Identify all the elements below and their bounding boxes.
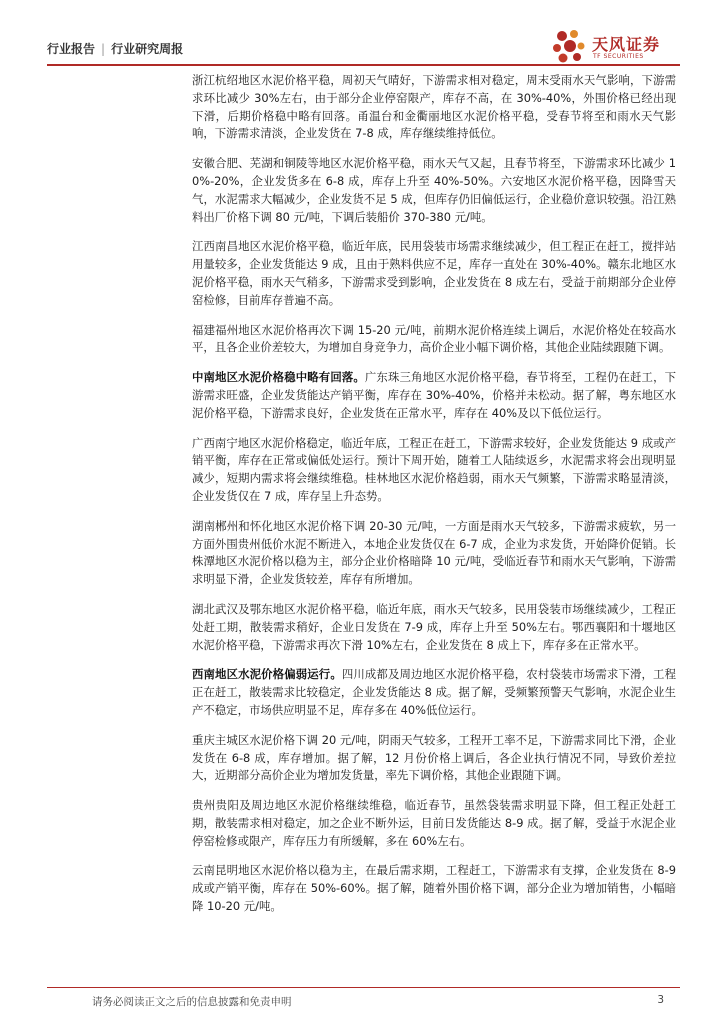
report-header xyxy=(47,40,183,57)
report-body xyxy=(192,72,676,928)
paragraph-text: 湖南郴州和怀化地区水泥价格下调 20-30 元/吨，一方面是雨水天气较多，下游需求疲软，另一方面外围贵州低价水泥不断进入，本地企业发货仅在 6-7 成，企业为求发货，开始降价促销。长株潭地区水泥价格以稳为主，部分企业价格暗降 10 元/吨，受临近春节和雨水天气影响，下游需求明显下滑，企业发货较差，库存有所增加。 xyxy=(192,518,676,587)
paragraph-text: 江西南昌地区水泥价格平稳，临近年底，民用袋装市场需求继续减少，但工程正在赶工，搅拌站用量较多，企业发货能达 9 成，且由于熟料供应不足，库存一直处在 30%-40%。赣东北地区水泥价格平稳，雨水天气稍多，下游需求受到影响，企业发货在 8 成左右，受益于前期部分企业停窑检修，目前库存普遍不高。 xyxy=(192,239,676,307)
logo-name-en: TF SECURITIES xyxy=(593,53,644,60)
body-paragraph xyxy=(192,601,676,654)
paragraph-text: 贵州贵阳及周边地区水泥价格继续维稳，临近春节，虽然袋装需求明显下降，但工程正处赶工期，散装需求相对稳定，加之企业不断外运，目前日发货能达 8-9 成。据了解，受益于水泥企业停窑检修或限产，库存压力有所缓解，多在 60%左右。 xyxy=(192,798,676,848)
header-separator: | xyxy=(101,42,106,56)
report-type: 行业报告 xyxy=(47,42,96,56)
logo-name-cn: 天风证券 xyxy=(592,35,661,54)
body-paragraph xyxy=(192,322,676,358)
paragraph-text: 湖北武汉及鄂东地区水泥价格平稳，临近年底，雨水天气较多，民用袋装市场继续减少，工程正处赶工期，散装需求稍好，企业日发货在 7-9 成，库存上升至 50%左右。鄂西襄阳和十堰地区水泥价格平稳，下游需求再次下滑 10%左右，企业发货在 8 成上下，库存多在正常水平。 xyxy=(192,601,676,652)
paragraph-text: 广东珠三角地区水泥价格平稳，春节将至，工程仍在赶工，下游需求旺盛，企业发货能达产销平衡，库存在 30%-40%，价格并未松动。据了解，粤东地区水泥价格平稳，下游需求良好，企业发货在正常水平，库存在 40%及以下低位运行。 xyxy=(192,370,676,420)
body-paragraph xyxy=(192,238,676,309)
header-divider xyxy=(47,64,680,66)
body-paragraph xyxy=(192,155,676,226)
paragraph-lead: 西南地区水泥价格偏弱运行。 xyxy=(192,667,342,682)
body-paragraph xyxy=(192,72,676,143)
body-paragraph xyxy=(192,369,676,422)
paragraph-text: 安徽合肥、芜湖和铜陵等地区水泥价格平稳，雨水天气又起，且春节将至，下游需求环比减少 10%-20%，企业发货多在 6-8 成，库存上升至 40%-50%。六安地区水泥价格平稳，因降雪天气，水泥需求大幅减少，企业发货不足 5 成，但库存仍旧偏低运行，企业稳价意识较强。沿江熟料出厂价格下调 80 元/吨，下调后装船价 370-380 元/吨。 xyxy=(192,156,676,224)
paragraph-lead: 中南地区水泥价格稳中略有回落。 xyxy=(192,370,365,385)
footer-disclaimer: 请务必阅读正文之后的信息披露和免责申明 xyxy=(92,996,292,1008)
footer-divider xyxy=(47,987,680,988)
body-paragraph xyxy=(192,435,676,506)
paragraph-text: 浙江杭绍地区水泥价格平稳，周初天气晴好，下游需求相对稳定，周末受雨水天气影响，下游需求环比减少 30%左右，由于部分企业停窑限产，库存不高，在 30%-40%，外围价格已经出现下滑，后期价格稳中略有回落。甬温台和金衢丽地区水泥价格平稳，受春节将至和雨水天气影响，下游需求清淡，企业发货在 7-8 成，库存继续维持低位。 xyxy=(192,73,676,141)
logo-mark-icon xyxy=(548,26,590,66)
body-paragraph xyxy=(192,862,676,915)
report-name: 行业研究周报 xyxy=(111,42,184,56)
paragraph-text: 广西南宁地区水泥价格稳定，临近年底，工程正在赶工，下游需求较好，企业发货能达 9 成或产销平衡，库存在正常或偏低处运行。预计下周开始，随着工人陆续返乡，水泥需求将会出现明显减少，短期内需求将会继续维稳。桂林地区水泥价格趋弱，雨水天气频繁，下游需求略显清淡，企业发货仅在 7 成，库存呈上升态势。 xyxy=(192,435,676,503)
paragraph-text: 云南昆明地区水泥价格以稳为主，在最后需求期，工程赶工，下游需求有支撑，企业发货在 8-9 成或产销平衡，库存在 50%-60%。据了解，随着外围价格下调，部分企业为增加销售，小幅暗降 10-20 元/吨。 xyxy=(192,863,676,914)
body-paragraph xyxy=(192,518,676,589)
page-number: 3 xyxy=(657,994,664,1006)
company-logo xyxy=(548,26,680,66)
body-paragraph xyxy=(192,666,676,719)
paragraph-text: 四川成都及周边地区水泥价格平稳，农村袋装市场需求下滑，工程正在赶工，散装需求比较稳定，企业发货能达 8 成。据了解，受频繁预警天气影响，水泥企业生产不稳定，市场供应明显不足，库存多在 40%低位运行。 xyxy=(192,667,676,717)
paragraph-text: 福建福州地区水泥价格再次下调 15-20 元/吨，前期水泥价格连续上调后，水泥价格处在较高水平，且各企业价差较大，为增加自身竞争力，高价企业小幅下调价格，其他企业陆续跟随下调。 xyxy=(192,322,676,355)
paragraph-text: 重庆主城区水泥价格下调 20 元/吨，阴雨天气较多，工程开工率不足，下游需求同比下滑，企业发货在 6-8 成，库存增加。据了解，12 月份价格上调后，各企业执行情况不同，导致价差拉大，近期部分高价企业为增加发货量，率先下调价格，其他企业跟随下调。 xyxy=(192,732,676,783)
body-paragraph xyxy=(192,797,676,850)
body-paragraph xyxy=(192,732,676,785)
